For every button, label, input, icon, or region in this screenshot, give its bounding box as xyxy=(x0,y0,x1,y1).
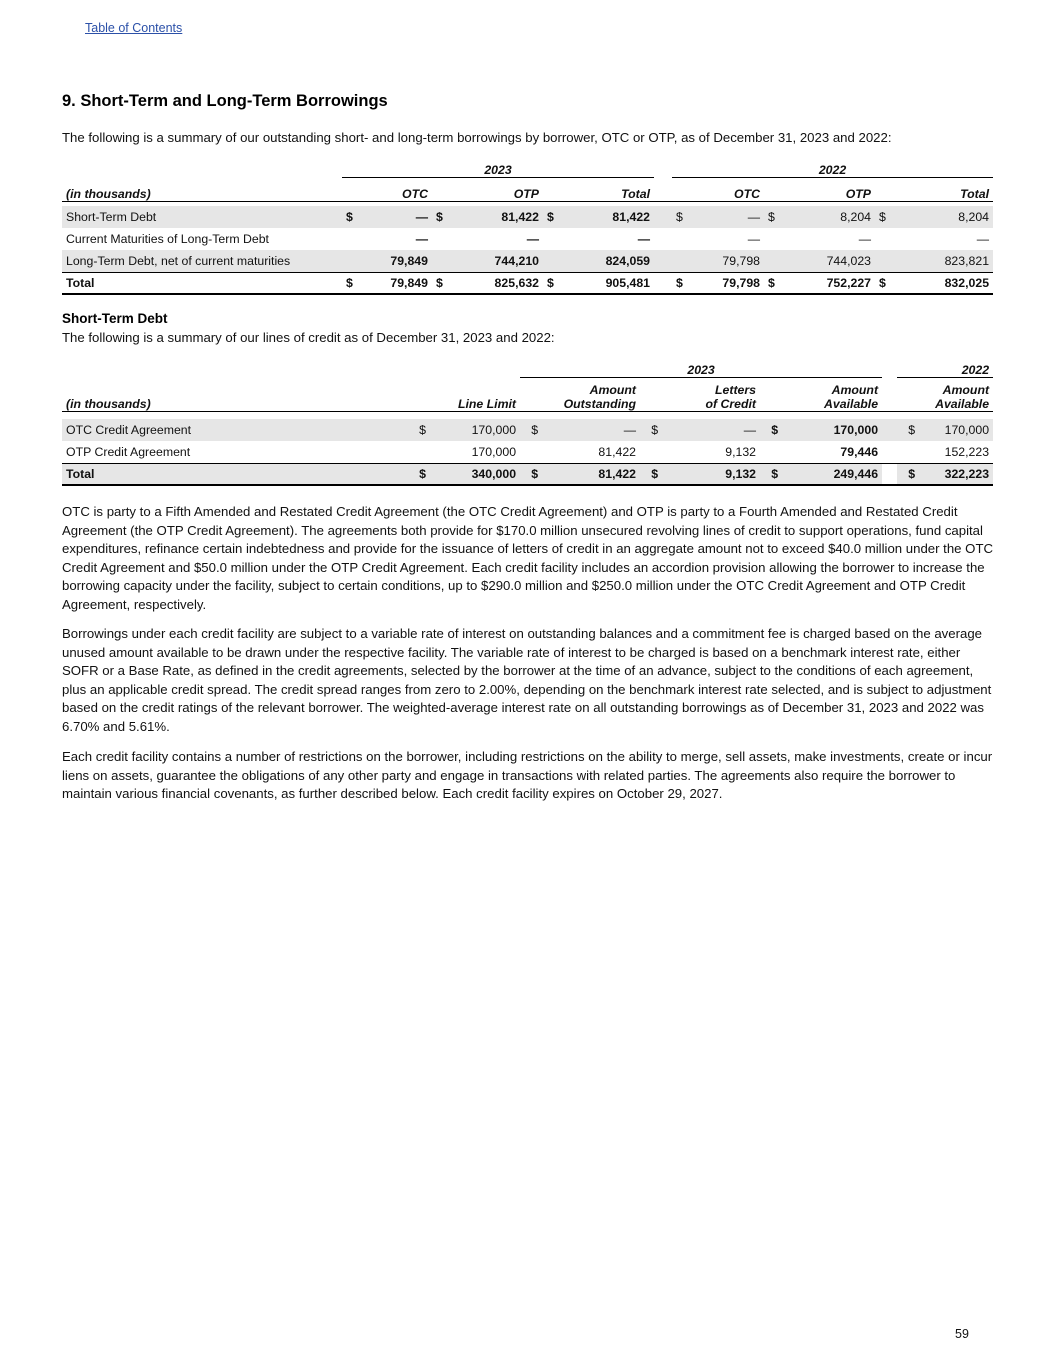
column-header: Total xyxy=(895,177,993,201)
currency-symbol: $ xyxy=(760,463,782,485)
table-cell: 744,023 xyxy=(784,250,875,272)
currency-symbol: $ xyxy=(543,206,563,228)
currency-symbol: $ xyxy=(640,463,662,485)
currency-symbol: $ xyxy=(543,272,563,294)
table-cell: 152,223 xyxy=(944,444,990,459)
table-row xyxy=(62,228,993,250)
row-label: Total xyxy=(62,463,408,485)
table-cell: 9,132 xyxy=(725,444,757,459)
currency-symbol: $ xyxy=(342,206,362,228)
table-cell: 79,849 xyxy=(362,272,432,294)
table-cell: 170,000 xyxy=(471,444,517,459)
row-label: Short-Term Debt xyxy=(62,206,342,228)
table-cell: 744,210 xyxy=(452,250,543,272)
row-label: OTC Credit Agreement xyxy=(62,419,408,441)
currency-symbol: $ xyxy=(520,463,542,485)
column-header: OTP xyxy=(784,177,875,201)
currency-symbol: $ xyxy=(432,272,452,294)
table-row-total xyxy=(62,463,993,485)
table-cell: 170,000 xyxy=(430,419,520,441)
table-cell: — xyxy=(415,232,428,246)
column-header-line-limit: Line Limit xyxy=(430,377,520,411)
currency-symbol: $ xyxy=(875,272,895,294)
short-term-debt-intro: The following is a summary of our lines of credit as of December 31, 2023 and 2022: xyxy=(62,330,555,345)
table-cell: 823,821 xyxy=(895,250,993,272)
currency-symbol: $ xyxy=(408,419,430,441)
year-header-2022: 2022 xyxy=(672,157,993,177)
table-cell: — xyxy=(692,206,764,228)
currency-symbol: $ xyxy=(640,419,662,441)
table-cell: — xyxy=(662,419,760,441)
table-cell: — xyxy=(362,206,432,228)
currency-symbol: $ xyxy=(432,206,452,228)
year-header-2023: 2023 xyxy=(342,157,654,177)
page-number: 59 xyxy=(955,1327,969,1341)
paragraph-interest-rates: Borrowings under each credit facility are subject to a variable rate of interest on outstanding balances and a commitment fee is charged based on the average unused amount available to be drawn under the respective facility. The variable rate of interest to be charged is based on a benchmark interest rate, either SOFR or a Base Rate, as defined in the credit agreements, selected by the borrower at the time of an advance, subject to the conditions of each agreement, plus an applicable credit spread. The credit spread ranges from zero to 2.00%, depending on the benchmark interest rate selected, and is subject to adjustment based on the credit ratings of the relevant borrower. The weighted-average interest rate on all outstanding borrowings as of December 31, 2023 and 2022 was 6.70% and 5.61%. xyxy=(62,626,992,734)
column-header-amount-available-2022: Amount Available xyxy=(919,377,993,411)
table-row xyxy=(62,206,993,228)
column-header-amount-outstanding: Amount Outstanding xyxy=(542,377,640,411)
currency-symbol: $ xyxy=(760,419,782,441)
table-cell: 79,446 xyxy=(840,444,879,459)
table-cell: — xyxy=(976,232,990,246)
column-header: OTC xyxy=(362,177,432,201)
row-label: OTP Credit Agreement xyxy=(66,444,191,459)
column-header-amount-available: Amount Available xyxy=(782,377,882,411)
column-header-letters-of-credit: Letters of Credit xyxy=(662,377,760,411)
currency-symbol: $ xyxy=(897,419,919,441)
currency-symbol: $ xyxy=(764,206,784,228)
column-header: OTP xyxy=(452,177,543,201)
column-header: Total xyxy=(563,177,654,201)
table-cell: — xyxy=(542,419,640,441)
table-cell: 81,422 xyxy=(452,206,543,228)
table-cell: — xyxy=(747,232,761,246)
borrowings-intro-text: The following is a summary of our outstanding short- and long-term borrowings by borrower, OTC or OTP, as of December 31, 2023 and 2022: xyxy=(62,130,892,145)
section-title: 9. Short-Term and Long-Term Borrowings xyxy=(62,92,388,110)
currency-symbol: $ xyxy=(342,272,362,294)
table-cell: 340,000 xyxy=(430,463,520,485)
table-cell: 170,000 xyxy=(782,419,882,441)
table-cell: 752,227 xyxy=(784,272,875,294)
table-cell: 249,446 xyxy=(782,463,882,485)
table-row xyxy=(62,250,993,272)
table-cell: 905,481 xyxy=(563,272,654,294)
currency-symbol: $ xyxy=(897,463,919,485)
currency-symbol: $ xyxy=(672,206,692,228)
table-cell: 79,798 xyxy=(692,272,764,294)
short-term-debt-heading: Short-Term Debt xyxy=(62,311,168,326)
currency-symbol: $ xyxy=(408,463,430,485)
borrowings-table xyxy=(62,157,993,295)
table-cell: 824,059 xyxy=(563,250,654,272)
unit-label: (in thousands) xyxy=(62,377,408,411)
table-cell: 79,849 xyxy=(362,250,432,272)
table-cell: 825,632 xyxy=(452,272,543,294)
table-cell: 832,025 xyxy=(895,272,993,294)
column-header: OTC xyxy=(692,177,764,201)
table-cell: 81,422 xyxy=(598,444,637,459)
currency-symbol: $ xyxy=(875,206,895,228)
table-row xyxy=(62,419,993,441)
table-cell: — xyxy=(526,232,539,246)
table-cell: 9,132 xyxy=(662,463,760,485)
table-cell: 79,798 xyxy=(692,250,764,272)
currency-symbol: $ xyxy=(520,419,542,441)
table-row-total xyxy=(62,272,993,294)
year-header-2022: 2022 xyxy=(897,357,993,377)
year-header-2023: 2023 xyxy=(520,357,882,377)
table-cell: 322,223 xyxy=(919,463,993,485)
table-cell: 81,422 xyxy=(542,463,640,485)
table-cell: 8,204 xyxy=(895,206,993,228)
table-row xyxy=(62,441,993,463)
table-cell: 170,000 xyxy=(919,419,993,441)
currency-symbol: $ xyxy=(672,272,692,294)
currency-symbol: $ xyxy=(764,272,784,294)
credit-lines-table xyxy=(62,357,993,486)
unit-label: (in thousands) xyxy=(62,177,342,201)
table-cell: 81,422 xyxy=(563,206,654,228)
paragraph-credit-agreements: OTC is party to a Fifth Amended and Restated Credit Agreement (the OTC Credit Agreement) and OTP is party to a Fourth Amended and Restated Credit Agreement (the OTP Credit Agreement). The agreements both provide for $170.0 million unsecured revolving lines of credit to support operations, fund capital expenditures, refinance certain indebtedness and provide for the issuance of letters of credit in an aggregate amount not to exceed $40.0 million under the OTC Credit Agreement and $50.0 million under the OTP Credit Agreement. Each credit facility includes an accordion provision allowing the borrower to increase the borrowing capacity under the facility, subject to certain conditions, up to $290.0 million and $250.0 million under the OTC Credit Agreement and OTP Credit Agreement, respectively. xyxy=(62,504,994,612)
table-of-contents-link[interactable]: Table of Contents xyxy=(85,21,183,35)
row-label: Long-Term Debt, net of current maturities xyxy=(62,250,342,272)
row-label: Current Maturities of Long-Term Debt xyxy=(66,232,269,246)
paragraph-restrictions: Each credit facility contains a number of restrictions on the borrower, including restrictions on the ability to merge, sell assets, make investments, create or incur liens on assets, guarantee the obligations of any other party and engage in transactions with related parties. The agreements also require the borrower to maintain various financial covenants, as further described below. Each credit facility expires on October 29, 2027. xyxy=(62,749,993,802)
table-cell: — xyxy=(637,232,651,246)
row-label: Total xyxy=(62,272,342,294)
table-cell: 8,204 xyxy=(784,206,875,228)
table-cell: — xyxy=(858,232,872,246)
